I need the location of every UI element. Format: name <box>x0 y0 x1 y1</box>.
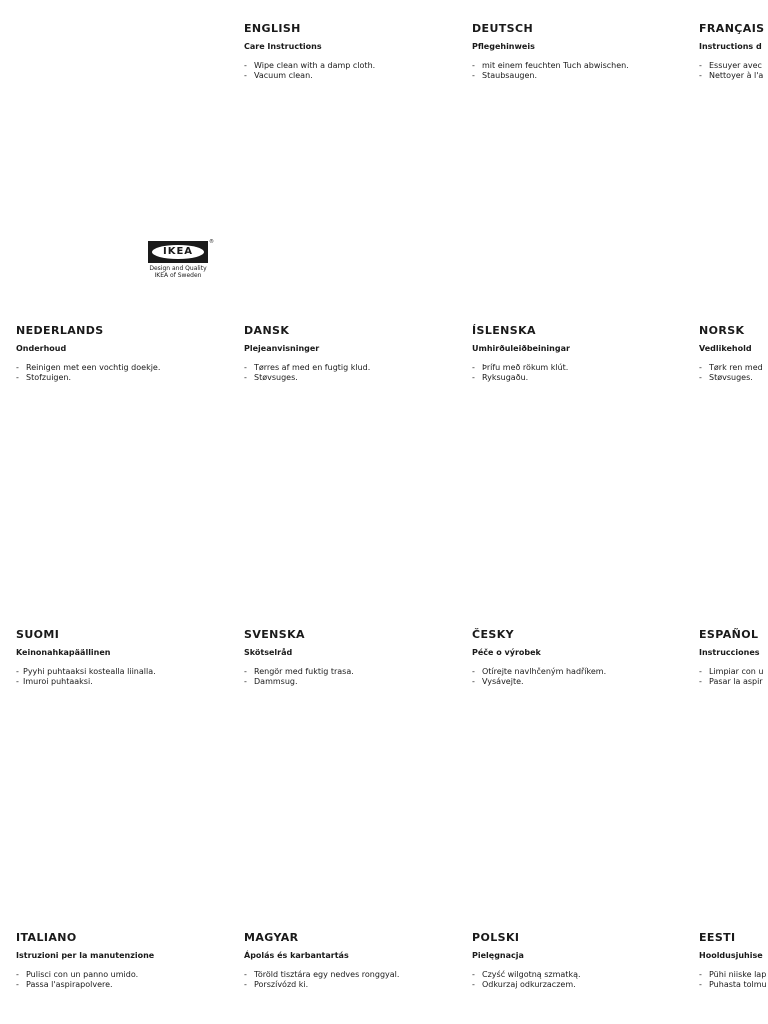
instruction-item: - Töröld tisztára egy nedves ronggyal. <box>244 970 400 979</box>
language-title: ESPAÑOL <box>699 628 759 641</box>
instruction-list <box>16 667 156 687</box>
instruction-item: - Støvsuges. <box>699 373 753 382</box>
instruction-item: - Czyść wilgotną szmatką. <box>472 970 581 979</box>
registered-mark: ® <box>209 239 214 245</box>
section-heading: Skötselråd <box>244 648 293 657</box>
language-title: POLSKI <box>472 931 520 944</box>
care-section-espanol <box>699 628 763 687</box>
care-section-deutsch <box>472 22 629 81</box>
section-heading: Keinonahkapäällinen <box>16 648 111 657</box>
instruction-item: - Þrífu með rökum klút. <box>472 363 569 372</box>
care-section-polski <box>472 931 581 990</box>
instruction-item: - Reinigen met een vochtig doekje. <box>16 363 161 372</box>
section-heading: Umhirðuleiðbeiningar <box>472 344 570 353</box>
care-section-francais <box>699 22 765 81</box>
instruction-item: - Imuroi puhtaaksi. <box>16 677 93 686</box>
language-title: DEUTSCH <box>472 22 534 35</box>
instruction-list <box>472 667 606 687</box>
instruction-list <box>16 970 154 990</box>
language-title: MAGYAR <box>244 931 299 944</box>
instruction-list <box>472 61 629 81</box>
instruction-list <box>699 667 763 687</box>
language-title: ITALIANO <box>16 931 77 944</box>
care-section-dansk <box>244 324 370 383</box>
instruction-item: - Odkurzaj odkurzaczem. <box>472 980 576 989</box>
instruction-list <box>244 970 399 990</box>
section-heading: Istruzioni per la manutenzione <box>16 951 155 960</box>
instruction-item: - Pyyhi puhtaaksi kostealla liinalla. <box>16 667 156 676</box>
care-section-english <box>244 22 375 81</box>
instruction-list <box>699 363 763 383</box>
care-section-nederlands <box>16 324 160 383</box>
instruction-item: - Støvsuges. <box>244 373 298 382</box>
instruction-item: - Pulisci con un panno umido. <box>16 970 139 979</box>
section-heading: Hooldusjuhise <box>699 951 763 960</box>
instruction-item: - Puhasta tolmu <box>699 980 767 989</box>
care-section-svenska <box>244 628 354 687</box>
care-section-suomi <box>16 628 156 687</box>
instruction-item: - Staubsaugen. <box>472 71 538 80</box>
instruction-item: - Pasar la aspir <box>699 677 763 686</box>
language-title: ČESKY <box>472 628 514 641</box>
language-title: FRANÇAIS <box>699 22 765 35</box>
instruction-list <box>472 363 570 383</box>
care-section-norsk <box>699 324 763 383</box>
language-title: ÍSLENSKA <box>472 324 536 337</box>
section-heading: Péče o výrobek <box>472 648 541 657</box>
instruction-item: - Vysávejte. <box>472 677 524 686</box>
instruction-item: - Wipe clean with a damp cloth. <box>244 61 376 70</box>
instruction-item: - Otírejte navlhčeným hadříkem. <box>472 667 607 676</box>
ikea-wordmark: IKEA <box>162 246 194 257</box>
care-section-islenska <box>472 324 570 383</box>
care-section-cesky <box>472 628 606 687</box>
instruction-item: - Porszívózd ki. <box>244 980 309 989</box>
language-title: EESTI <box>699 931 736 944</box>
language-title: ENGLISH <box>244 22 301 35</box>
instruction-item: - Tørk ren med <box>699 363 763 372</box>
section-heading: Vedlikehold <box>699 344 752 353</box>
instruction-item: - Tørres af med en fugtig klud. <box>244 363 371 372</box>
section-heading: Pielęgnacja <box>472 951 524 960</box>
instruction-list <box>16 363 160 383</box>
language-title: DANSK <box>244 324 290 337</box>
section-heading: Instructions d <box>699 42 762 51</box>
language-title: NORSK <box>699 324 745 337</box>
instruction-item: - Vacuum clean. <box>244 71 313 80</box>
instruction-list <box>244 667 354 687</box>
logo-tagline-2: IKEA of Sweden <box>154 272 202 279</box>
care-section-eesti <box>699 931 767 990</box>
instruction-list <box>472 970 581 990</box>
instruction-item: - Stofzuigen. <box>16 373 72 382</box>
section-heading: Care Instructions <box>244 42 322 51</box>
instruction-list <box>699 970 767 990</box>
instruction-item: - Passa l'aspirapolvere. <box>16 980 113 989</box>
care-section-italiano <box>16 931 154 990</box>
instruction-item: - Rengör med fuktig trasa. <box>244 667 354 676</box>
section-heading: Onderhoud <box>16 344 67 353</box>
section-heading: Pflegehinweis <box>472 42 535 51</box>
instruction-item: - Dammsug. <box>244 677 298 686</box>
instruction-item: - Nettoyer à l'a <box>699 71 764 80</box>
instruction-list <box>699 61 765 81</box>
instruction-item: - Essuyer avec <box>699 61 762 70</box>
section-heading: Ápolás és karbantartás <box>244 951 349 960</box>
logo-tagline-1: Design and Quality <box>149 265 207 272</box>
section-heading: Plejeanvisninger <box>244 344 320 353</box>
instruction-item: - Ryksugaðu. <box>472 373 529 382</box>
ikea-logo-mark <box>148 239 214 263</box>
instruction-item: - mit einem feuchten Tuch abwischen. <box>472 61 629 70</box>
instruction-item: - Pühi niiske lap <box>699 970 767 979</box>
instruction-list <box>244 363 370 383</box>
instruction-item: - Limpiar con u <box>699 667 764 676</box>
instruction-list <box>244 61 375 81</box>
language-title: SVENSKA <box>244 628 305 641</box>
language-title: NEDERLANDS <box>16 324 104 337</box>
care-section-magyar <box>244 931 399 990</box>
language-title: SUOMI <box>16 628 60 641</box>
ikea-logo <box>146 239 214 279</box>
section-heading: Instrucciones <box>699 648 760 657</box>
